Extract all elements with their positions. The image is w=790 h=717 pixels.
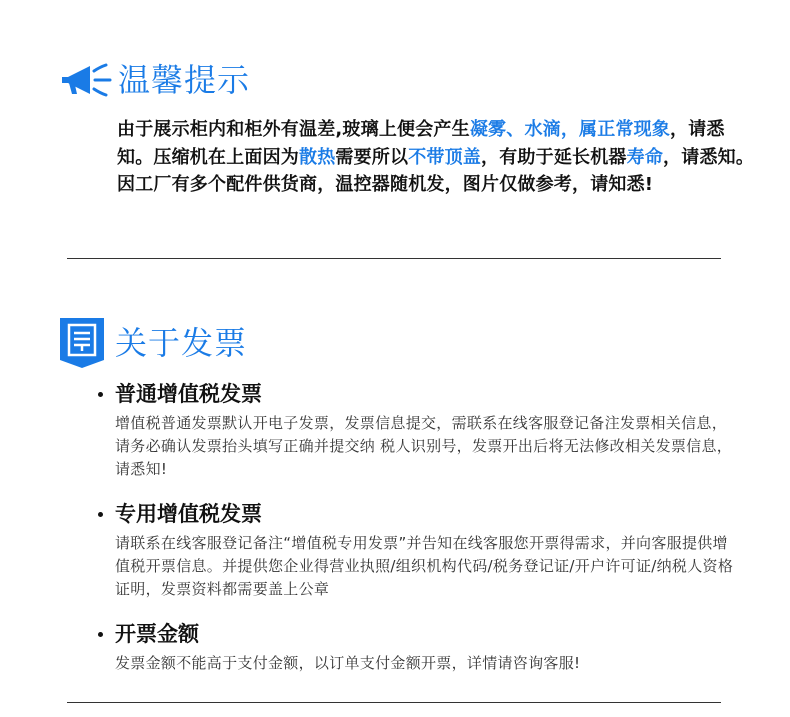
tips-highlight: 散热 <box>299 146 336 168</box>
tips-highlight: 寿命 <box>626 146 664 168</box>
invoice-item-description: 请联系在线客服登记备注“增值税专用发票”并告知在线客服您开票得需求，并向客服提供增值税开票信息。并提供您企业得营业执照/组织机构代码/税务登记证/开户许可证/纳税人资格证明，发票资料都需要盖上公章 <box>115 534 734 598</box>
invoice-title: 关于发票 <box>115 324 248 362</box>
invoice-item-description: 增值税普通发票默认开电子发票，发票信息提交，需联系在线客服登记备注发票相关信息，请务必确认发票抬头填写正确并提交纳 税人识别号，发票开出后将无法修改相关发票信息，请悉知! <box>115 414 733 478</box>
invoice-icon <box>60 318 104 368</box>
invoice-item-title: 开票金额 <box>115 622 199 646</box>
tips-highlight: 不带顶盖 <box>408 146 482 168</box>
bullet-icon <box>98 512 103 517</box>
tips-text: ，请悉知。因工厂有多个配件供货商，温控器随机发，图片仅做参考，请知悉! <box>117 146 755 195</box>
tips-paragraph <box>117 116 757 199</box>
tips-text: ，有助于延长机器 <box>481 146 627 168</box>
divider <box>67 702 721 703</box>
tips-text: 由于展示柜内和柜外有温差,玻璃上便会产生 <box>117 119 470 140</box>
invoice-item-title: 普通增值税发票 <box>115 382 262 406</box>
tips-header <box>60 58 250 102</box>
invoice-item-special <box>96 499 746 601</box>
tips-highlight: 凝雾、水滴，属正常现象 <box>469 119 671 140</box>
invoice-header <box>60 318 247 368</box>
bullet-icon <box>98 392 103 397</box>
invoice-item-regular <box>96 379 746 481</box>
divider <box>67 258 721 259</box>
megaphone-icon <box>60 61 114 99</box>
bullet-icon <box>98 632 103 637</box>
invoice-item-amount <box>96 619 746 675</box>
invoice-item-description: 发票金额不能高于支付金额，以订单支付金额开票，详情请咨询客服! <box>115 654 581 672</box>
invoice-item-title: 专用增值税发票 <box>115 502 262 526</box>
tips-title: 温馨提示 <box>118 61 251 99</box>
tips-text: 需要所以 <box>335 146 409 168</box>
tips-text: ，请悉知。压缩机在上面因为 <box>117 119 725 168</box>
